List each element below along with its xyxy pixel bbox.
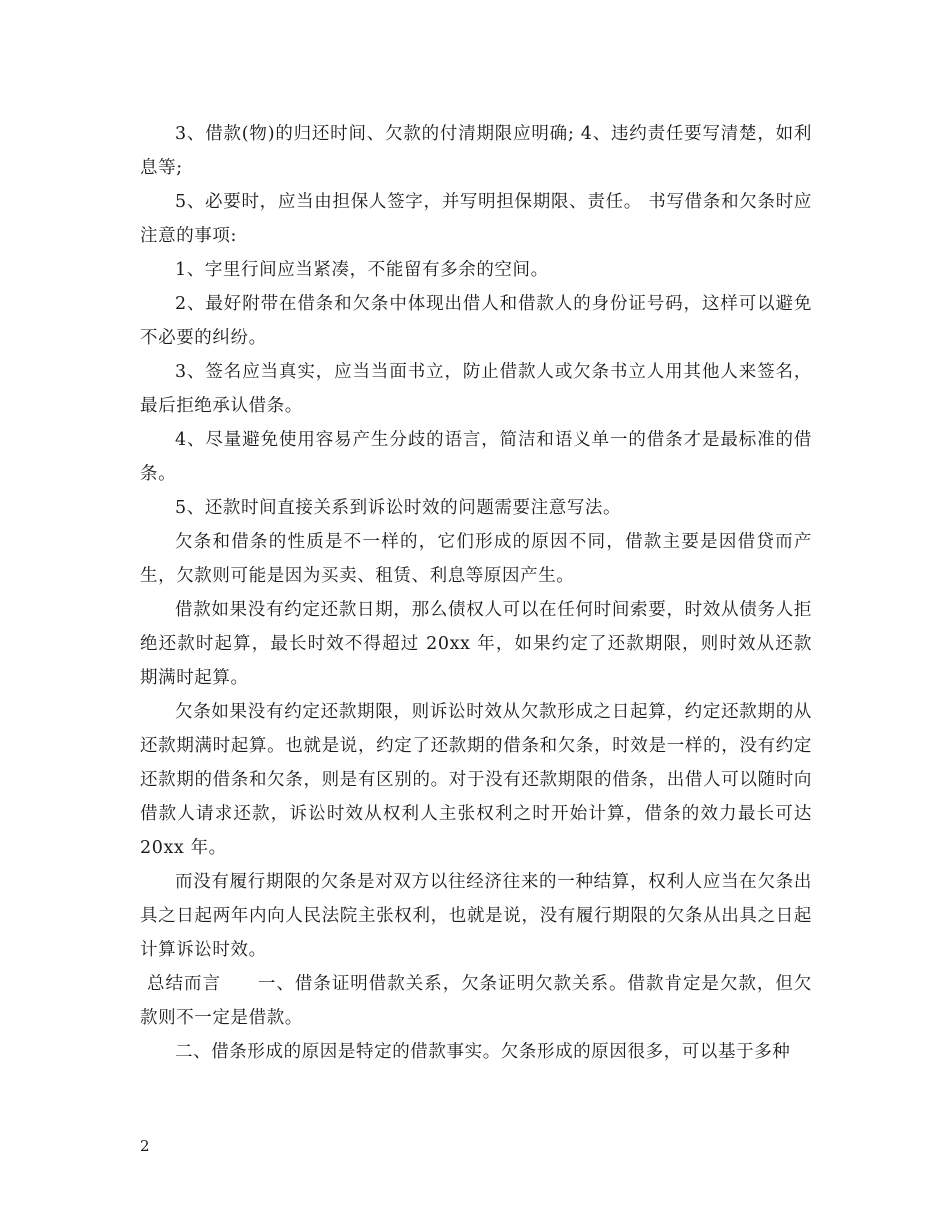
paragraph: 二、借条形成的原因是特定的借款事实。欠条形成的原因很多，可以基于多种 (175, 1042, 791, 1062)
paragraph: 2、最好附带在借条和欠条中体现出借人和借款人的身份证号码，这样可以避免不必要的纠纷。 (140, 294, 812, 348)
paragraph: 而没有履行期限的欠条是对双方以往经济往来的一种结算，权利人应当在欠条出具之日起两年内向人民法院主张权利，也就是说，没有履行期限的欠条从出具之日起计算诉讼时效。 (140, 872, 812, 960)
summary-paragraph: 总结而言 一、借条证明借款关系，欠条证明欠款关系。借款肯定是欠款，但欠款则不一定是借款。 (140, 974, 812, 1028)
paragraph: 4、尽量避免使用容易产生分歧的语言，简洁和语义单一的借条才是最标准的借条。 (140, 430, 812, 484)
paragraph: 3、借款(物)的归还时间、欠款的付清期限应明确; 4、违约责任要写清楚，如利息等; (140, 124, 812, 178)
document-body (140, 117, 812, 1069)
paragraph: 借款如果没有约定还款日期，那么债权人可以在任何时间索要，时效从债务人拒绝还款时起算，最长时效不得超过 20xx 年，如果约定了还款期限，则时效从还款期满时起算。 (140, 600, 812, 688)
paragraph: 欠条和借条的性质是不一样的，它们形成的原因不同，借款主要是因借贷而产生，欠款则可能是因为买卖、租赁、利息等原因产生。 (140, 532, 812, 586)
paragraph: 5、还款时间直接关系到诉讼时效的问题需要注意写法。 (175, 498, 622, 518)
paragraph: 1、字里行间应当紧凑，不能留有多余的空间。 (175, 260, 549, 280)
paragraph: 3、签名应当真实，应当当面书立，防止借款人或欠条书立人用其他人来签名，最后拒绝承认借条。 (140, 362, 812, 416)
paragraph: 欠条如果没有约定还款期限，则诉讼时效从欠款形成之日起算，约定还款期的从还款期满时起算。也就是说，约定了还款期的借条和欠条，时效是一样的，没有约定还款期的借条和欠条，则是有区别的。对于没有还款期限的借条，出借人可以随时向借款人请求还款，诉讼时效从权利人主张权利之时开始计算，借条的效力最长可达 20xx 年。 (140, 702, 812, 858)
page-number: 2 (140, 1137, 150, 1155)
paragraph: 5、必要时，应当由担保人签字，并写明担保期限、责任。 书写借条和欠条时应注意的事项: (140, 192, 812, 246)
